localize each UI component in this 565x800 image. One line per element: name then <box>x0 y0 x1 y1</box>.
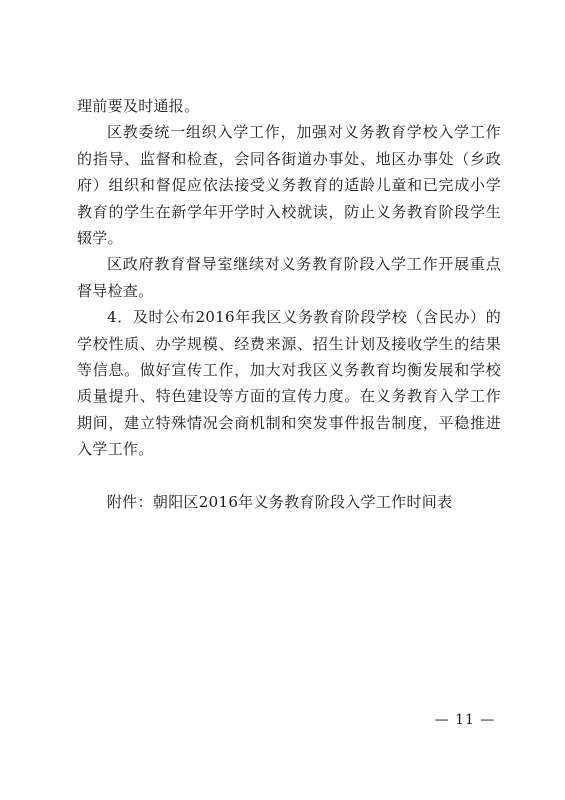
paragraph-continuation: 理前要及时通报。 <box>77 97 200 115</box>
paragraph-enrollment-supervision: 区教委统一组织入学工作，加强对义务教育学校入学工作的指导、监督和检查，会同各街道办事处、地区办事处（乡政府）组织和督促应依法接受义务教育的适龄儿童和已完成小学教育的学生在新学年开学时入校就读，防止义务教育阶段学生辍学。 <box>77 123 501 248</box>
paragraph-information-disclosure: 4．及时公布2016年我区义务教育阶段学校（含民办）的学校性质、办学规模、经费来源、招生计划及接收学生的结果等信息。做好宣传工作，加大对我区义务教育均衡发展和学校质量提升、特色建设等方面的宣传力度。在义务教育入学工作期间，建立特殊情况会商机制和突发事件报告制度，平稳推进入学工作。 <box>77 308 501 459</box>
page-number: — 11 — <box>434 712 496 728</box>
attachment-note: 附件：朝阳区2016年义务教育阶段入学工作时间表 <box>107 492 453 511</box>
paragraph-inspection: 区政府教育督导室继续对义务教育阶段入学工作开展重点督导检查。 <box>77 255 501 300</box>
document-body <box>77 93 501 515</box>
